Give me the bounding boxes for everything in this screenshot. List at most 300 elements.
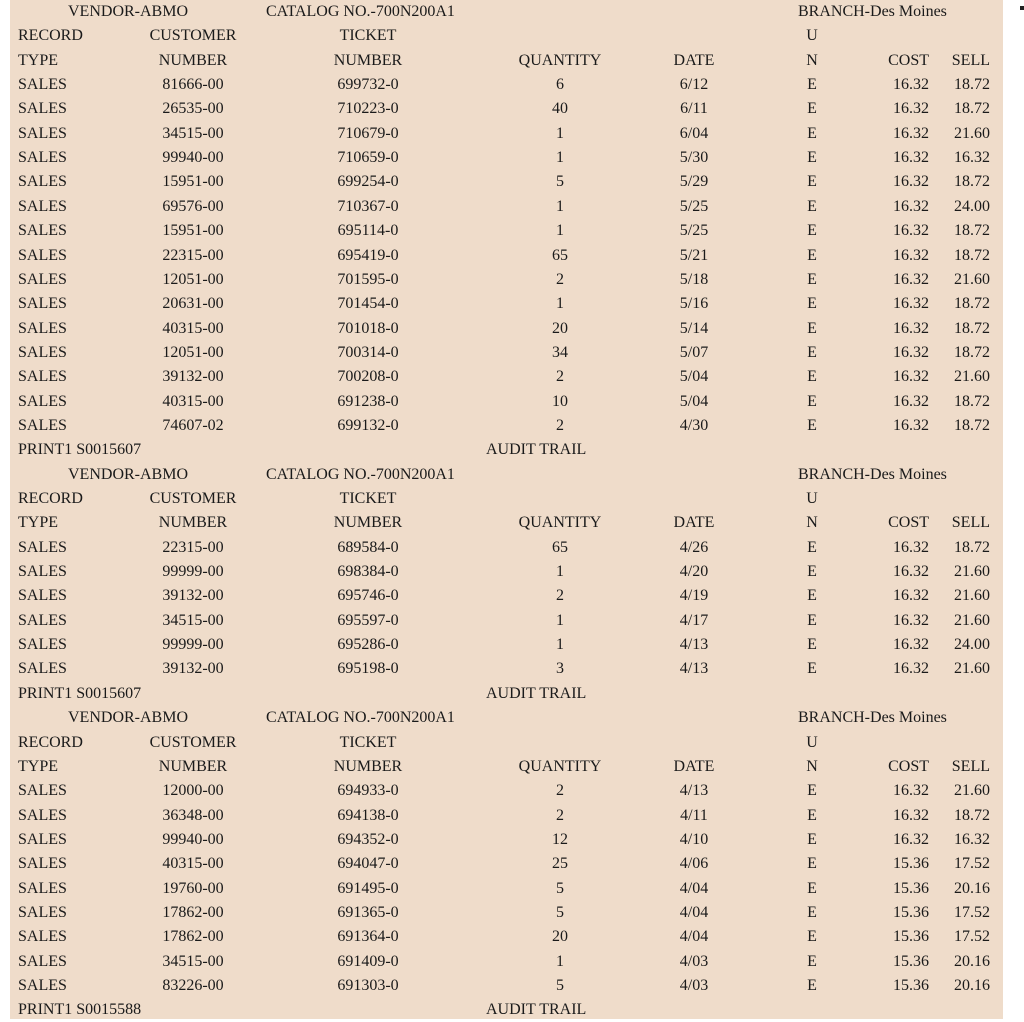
record-type: SALES <box>18 977 67 994</box>
date: 4/17 <box>679 611 709 629</box>
col-header-ticket: TICKET <box>339 490 397 507</box>
cost: 16.32 <box>893 806 929 824</box>
sell: 20.16 <box>954 879 990 897</box>
date: 4/20 <box>679 563 709 581</box>
date: 4/13 <box>679 636 709 654</box>
sell: 24.00 <box>954 636 990 654</box>
date: 5/21 <box>679 246 709 264</box>
sell: 18.72 <box>954 173 990 191</box>
ticket-number: 701595-0 <box>337 270 399 288</box>
sell: 18.72 <box>954 100 990 118</box>
date: 6/11 <box>680 100 708 118</box>
customer-number: 36348-00 <box>162 806 224 824</box>
sell: 18.72 <box>954 392 990 410</box>
record-type: SALES <box>18 246 67 264</box>
date: 4/13 <box>679 660 709 678</box>
sell: 21.60 <box>954 782 990 800</box>
date: 5/29 <box>679 173 709 191</box>
ticket-number: 694047-0 <box>337 855 399 873</box>
header-row <box>10 706 1003 730</box>
customer-number: 99940-00 <box>162 149 224 167</box>
customer-number: 17862-00 <box>162 928 224 946</box>
sell: 18.72 <box>954 343 990 361</box>
audit-trail-report <box>10 0 1003 1019</box>
unit: E <box>807 928 817 946</box>
col-header-customer-number: NUMBER <box>158 514 228 532</box>
customer-number: 39132-00 <box>162 587 224 605</box>
ticket-number: 695419-0 <box>337 246 399 264</box>
sell: 18.72 <box>954 806 990 824</box>
col-header-ticket-number: NUMBER <box>333 514 403 532</box>
unit: E <box>807 100 817 118</box>
quantity: 1 <box>556 197 564 215</box>
table-row <box>10 317 1003 341</box>
cost: 16.32 <box>893 319 929 337</box>
col-header-u: U <box>806 733 818 751</box>
customer-number: 40315-00 <box>162 319 224 337</box>
ticket-number: 691303-0 <box>337 977 399 994</box>
col-header-quantity: QUANTITY <box>518 51 602 69</box>
record-type: SALES <box>18 124 67 142</box>
table-row <box>10 609 1003 633</box>
quantity: 12 <box>552 830 568 848</box>
date: 4/30 <box>679 416 709 434</box>
cost: 16.32 <box>893 636 929 654</box>
customer-number: 99940-00 <box>162 830 224 848</box>
customer-number: 20631-00 <box>162 295 224 313</box>
sell: 18.72 <box>954 295 990 313</box>
sell: 21.60 <box>954 563 990 581</box>
table-row <box>10 828 1003 852</box>
customer-number: 15951-00 <box>162 173 224 191</box>
audit-trail-label: AUDIT TRAIL <box>486 684 587 702</box>
table-row <box>10 244 1003 268</box>
col-header-record: RECORD <box>18 733 83 751</box>
sell: 20.16 <box>954 952 990 970</box>
date: 5/25 <box>679 197 709 215</box>
ticket-number: 698384-0 <box>337 563 399 581</box>
customer-number: 39132-00 <box>162 368 224 386</box>
cost: 15.36 <box>893 855 929 873</box>
audit-trail-label: AUDIT TRAIL <box>486 1001 587 1019</box>
col-header-ticket-number: NUMBER <box>333 51 403 69</box>
record-type: SALES <box>18 903 67 921</box>
col-header-cost: COST <box>888 757 929 775</box>
quantity: 1 <box>556 149 564 167</box>
cost: 16.32 <box>893 782 929 800</box>
col-header-quantity: QUANTITY <box>518 514 602 532</box>
ticket-number: 710367-0 <box>337 197 399 215</box>
unit: E <box>807 563 817 581</box>
quantity: 6 <box>556 76 564 94</box>
customer-number: 99999-00 <box>162 563 224 581</box>
cost: 16.32 <box>893 611 929 629</box>
cost: 16.32 <box>893 124 929 142</box>
ticket-number: 700314-0 <box>337 343 399 361</box>
print-id: PRINT1 S0015588 <box>18 1001 142 1019</box>
customer-number: 12000-00 <box>162 782 224 800</box>
quantity: 2 <box>556 416 564 434</box>
unit: E <box>807 343 817 361</box>
col-header-cost: COST <box>888 514 929 532</box>
print-id: PRINT1 S0015607 <box>18 684 142 702</box>
branch-label: BRANCH-Des Moines <box>798 709 947 727</box>
header-row <box>10 24 1003 48</box>
unit: E <box>807 76 817 94</box>
cost: 16.32 <box>893 270 929 288</box>
unit: E <box>807 806 817 824</box>
header-row <box>10 487 1003 511</box>
customer-number: 17862-00 <box>162 903 224 921</box>
sell: 16.32 <box>954 149 990 167</box>
table-row <box>10 877 1003 901</box>
table-row <box>10 97 1003 121</box>
unit: E <box>807 416 817 434</box>
sell: 18.72 <box>954 416 990 434</box>
date: 4/04 <box>679 928 709 946</box>
quantity: 2 <box>556 270 564 288</box>
col-header-date: DATE <box>673 757 715 775</box>
table-row <box>10 901 1003 925</box>
cost: 15.36 <box>893 903 929 921</box>
sell: 18.72 <box>954 246 990 264</box>
quantity: 40 <box>552 100 568 118</box>
unit: E <box>807 149 817 167</box>
date: 5/25 <box>679 222 709 240</box>
col-header-cost: COST <box>888 51 929 69</box>
quantity: 34 <box>552 343 568 361</box>
record-type: SALES <box>18 928 67 946</box>
table-row <box>10 73 1003 97</box>
sell: 17.52 <box>954 928 990 946</box>
col-header-n: N <box>806 51 818 69</box>
unit: E <box>807 222 817 240</box>
sell: 21.60 <box>954 270 990 288</box>
table-row <box>10 804 1003 828</box>
ticket-number: 691238-0 <box>337 392 399 410</box>
footer-row <box>10 682 1003 706</box>
ticket-number: 695746-0 <box>337 587 399 605</box>
branch-label: BRANCH-Des Moines <box>798 3 947 20</box>
sell: 21.60 <box>954 587 990 605</box>
col-header-u: U <box>806 27 818 45</box>
date: 6/04 <box>679 124 709 142</box>
cost: 16.32 <box>893 222 929 240</box>
sell: 18.72 <box>954 76 990 94</box>
table-row <box>10 390 1003 414</box>
print-id: PRINT1 S0015607 <box>18 441 142 459</box>
quantity: 20 <box>552 319 568 337</box>
date: 5/04 <box>679 392 709 410</box>
record-type: SALES <box>18 416 67 434</box>
col-header-customer: CUSTOMER <box>149 27 237 45</box>
table-row <box>10 292 1003 316</box>
header-row <box>10 463 1003 487</box>
quantity: 25 <box>552 855 568 873</box>
customer-number: 12051-00 <box>162 270 224 288</box>
record-type: SALES <box>18 343 67 361</box>
record-type: SALES <box>18 611 67 629</box>
unit: E <box>807 660 817 678</box>
unit: E <box>807 538 817 556</box>
sell: 18.72 <box>954 319 990 337</box>
table-row <box>10 219 1003 243</box>
unit: E <box>807 879 817 897</box>
record-type: SALES <box>18 782 67 800</box>
quantity: 20 <box>552 928 568 946</box>
record-type: SALES <box>18 879 67 897</box>
table-row <box>10 779 1003 803</box>
ticket-number: 691365-0 <box>337 903 399 921</box>
table-row <box>10 536 1003 560</box>
col-header-type: TYPE <box>18 757 58 775</box>
footer-row <box>10 438 1003 462</box>
table-row <box>10 584 1003 608</box>
col-header-n: N <box>806 757 818 775</box>
ticket-number: 710223-0 <box>337 100 399 118</box>
col-header-customer: CUSTOMER <box>149 490 237 507</box>
col-header-customer-number: NUMBER <box>158 757 228 775</box>
customer-number: 69576-00 <box>162 197 224 215</box>
ticket-number: 701018-0 <box>337 319 399 337</box>
col-header-date: DATE <box>673 51 715 69</box>
unit: E <box>807 977 817 994</box>
unit: E <box>807 782 817 800</box>
table-row <box>10 633 1003 657</box>
customer-number: 22315-00 <box>162 246 224 264</box>
ticket-number: 695286-0 <box>337 636 399 654</box>
record-type: SALES <box>18 392 67 410</box>
sell: 17.52 <box>954 903 990 921</box>
vendor-label: VENDOR-ABMO <box>68 709 188 727</box>
table-row <box>10 268 1003 292</box>
unit: E <box>807 173 817 191</box>
cost: 16.32 <box>893 100 929 118</box>
ticket-number: 691495-0 <box>337 879 399 897</box>
unit: E <box>807 295 817 313</box>
col-header-sell: SELL <box>951 514 990 532</box>
quantity: 1 <box>556 295 564 313</box>
date: 4/10 <box>679 830 709 848</box>
date: 5/30 <box>679 149 709 167</box>
sell: 18.72 <box>954 222 990 240</box>
sell: 16.32 <box>954 830 990 848</box>
customer-number: 34515-00 <box>162 611 224 629</box>
unit: E <box>807 636 817 654</box>
cost: 15.36 <box>893 879 929 897</box>
cost: 16.32 <box>893 149 929 167</box>
record-type: SALES <box>18 173 67 191</box>
date: 5/04 <box>679 368 709 386</box>
catalog-label: CATALOG NO.-700N200A1 <box>266 709 455 727</box>
customer-number: 22315-00 <box>162 538 224 556</box>
customer-number: 74607-02 <box>162 416 224 434</box>
customer-number: 83226-00 <box>162 977 224 994</box>
record-type: SALES <box>18 270 67 288</box>
table-row <box>10 122 1003 146</box>
record-type: SALES <box>18 368 67 386</box>
cost: 15.36 <box>893 928 929 946</box>
col-header-ticket: TICKET <box>339 27 397 45</box>
cost: 16.32 <box>893 173 929 191</box>
scrollbar-handle[interactable] <box>1020 6 1024 10</box>
col-header-n: N <box>806 514 818 532</box>
cost: 16.32 <box>893 538 929 556</box>
ticket-number: 691364-0 <box>337 928 399 946</box>
quantity: 1 <box>556 563 564 581</box>
ticket-number: 694352-0 <box>337 830 399 848</box>
cost: 16.32 <box>893 343 929 361</box>
record-type: SALES <box>18 806 67 824</box>
customer-number: 39132-00 <box>162 660 224 678</box>
table-row <box>10 950 1003 974</box>
customer-number: 99999-00 <box>162 636 224 654</box>
unit: E <box>807 855 817 873</box>
date: 5/14 <box>679 319 709 337</box>
ticket-number: 699732-0 <box>337 76 399 94</box>
unit: E <box>807 246 817 264</box>
col-header-type: TYPE <box>18 51 58 69</box>
quantity: 1 <box>556 952 564 970</box>
col-header-ticket: TICKET <box>339 733 397 751</box>
vendor-label: VENDOR-ABMO <box>68 3 188 20</box>
ticket-number: 695114-0 <box>337 222 399 240</box>
quantity: 65 <box>552 538 568 556</box>
vendor-label: VENDOR-ABMO <box>68 465 188 483</box>
table-row <box>10 974 1003 998</box>
quantity: 65 <box>552 246 568 264</box>
ticket-number: 689584-0 <box>337 538 399 556</box>
cost: 16.32 <box>893 830 929 848</box>
date: 4/03 <box>679 977 709 994</box>
col-header-customer: CUSTOMER <box>149 733 237 751</box>
customer-number: 40315-00 <box>162 855 224 873</box>
header-row <box>10 731 1003 755</box>
date: 4/03 <box>679 952 709 970</box>
ticket-number: 691409-0 <box>337 952 399 970</box>
quantity: 5 <box>556 173 564 191</box>
sell: 21.60 <box>954 660 990 678</box>
col-header-customer-number: NUMBER <box>158 51 228 69</box>
sell: 24.00 <box>954 197 990 215</box>
cost: 16.32 <box>893 76 929 94</box>
cost: 16.32 <box>893 246 929 264</box>
unit: E <box>807 319 817 337</box>
unit: E <box>807 611 817 629</box>
col-header-quantity: QUANTITY <box>518 757 602 775</box>
record-type: SALES <box>18 830 67 848</box>
col-header-sell: SELL <box>951 51 990 69</box>
record-type: SALES <box>18 295 67 313</box>
table-row <box>10 560 1003 584</box>
cost: 16.32 <box>893 660 929 678</box>
quantity: 1 <box>556 222 564 240</box>
record-type: SALES <box>18 636 67 654</box>
date: 4/26 <box>679 538 709 556</box>
record-type: SALES <box>18 563 67 581</box>
table-row <box>10 195 1003 219</box>
ticket-number: 699254-0 <box>337 173 399 191</box>
date: 6/12 <box>679 76 709 94</box>
quantity: 2 <box>556 806 564 824</box>
customer-number: 12051-00 <box>162 343 224 361</box>
ticket-number: 699132-0 <box>337 416 399 434</box>
cost: 16.32 <box>893 563 929 581</box>
customer-number: 19760-00 <box>162 879 224 897</box>
customer-number: 40315-00 <box>162 392 224 410</box>
table-row <box>10 414 1003 438</box>
customer-number: 34515-00 <box>162 124 224 142</box>
quantity: 5 <box>556 977 564 994</box>
sell: 21.60 <box>954 124 990 142</box>
ticket-number: 695597-0 <box>337 611 399 629</box>
unit: E <box>807 368 817 386</box>
unit: E <box>807 392 817 410</box>
date: 5/18 <box>679 270 709 288</box>
header-row <box>10 49 1003 73</box>
table-row <box>10 365 1003 389</box>
cost: 15.36 <box>893 977 929 994</box>
quantity: 5 <box>556 903 564 921</box>
unit: E <box>807 270 817 288</box>
col-header-u: U <box>806 490 818 507</box>
record-type: SALES <box>18 100 67 118</box>
catalog-label: CATALOG NO.-700N200A1 <box>266 465 455 483</box>
date: 4/11 <box>680 806 708 824</box>
footer-row <box>10 998 1003 1022</box>
record-type: SALES <box>18 149 67 167</box>
customer-number: 81666-00 <box>162 76 224 94</box>
header-row <box>10 755 1003 779</box>
cost: 16.32 <box>893 197 929 215</box>
quantity: 3 <box>556 660 564 678</box>
col-header-date: DATE <box>673 514 715 532</box>
table-row <box>10 341 1003 365</box>
cost: 16.32 <box>893 392 929 410</box>
record-type: SALES <box>18 538 67 556</box>
sell: 21.60 <box>954 368 990 386</box>
sell: 20.16 <box>954 977 990 994</box>
customer-number: 15951-00 <box>162 222 224 240</box>
table-row <box>10 925 1003 949</box>
col-header-sell: SELL <box>951 757 990 775</box>
record-type: SALES <box>18 222 67 240</box>
unit: E <box>807 587 817 605</box>
sell: 21.60 <box>954 611 990 629</box>
col-header-record: RECORD <box>18 27 83 45</box>
quantity: 1 <box>556 124 564 142</box>
col-header-ticket-number: NUMBER <box>333 757 403 775</box>
table-row <box>10 170 1003 194</box>
record-type: SALES <box>18 855 67 873</box>
cost: 16.32 <box>893 368 929 386</box>
date: 4/04 <box>679 879 709 897</box>
quantity: 1 <box>556 611 564 629</box>
quantity: 2 <box>556 368 564 386</box>
ticket-number: 701454-0 <box>337 295 399 313</box>
quantity: 2 <box>556 587 564 605</box>
table-row <box>10 146 1003 170</box>
quantity: 2 <box>556 782 564 800</box>
customer-number: 34515-00 <box>162 952 224 970</box>
date: 4/13 <box>679 782 709 800</box>
record-type: SALES <box>18 319 67 337</box>
ticket-number: 694138-0 <box>337 806 399 824</box>
cost: 16.32 <box>893 295 929 313</box>
col-header-type: TYPE <box>18 514 58 532</box>
unit: E <box>807 124 817 142</box>
table-row <box>10 657 1003 681</box>
